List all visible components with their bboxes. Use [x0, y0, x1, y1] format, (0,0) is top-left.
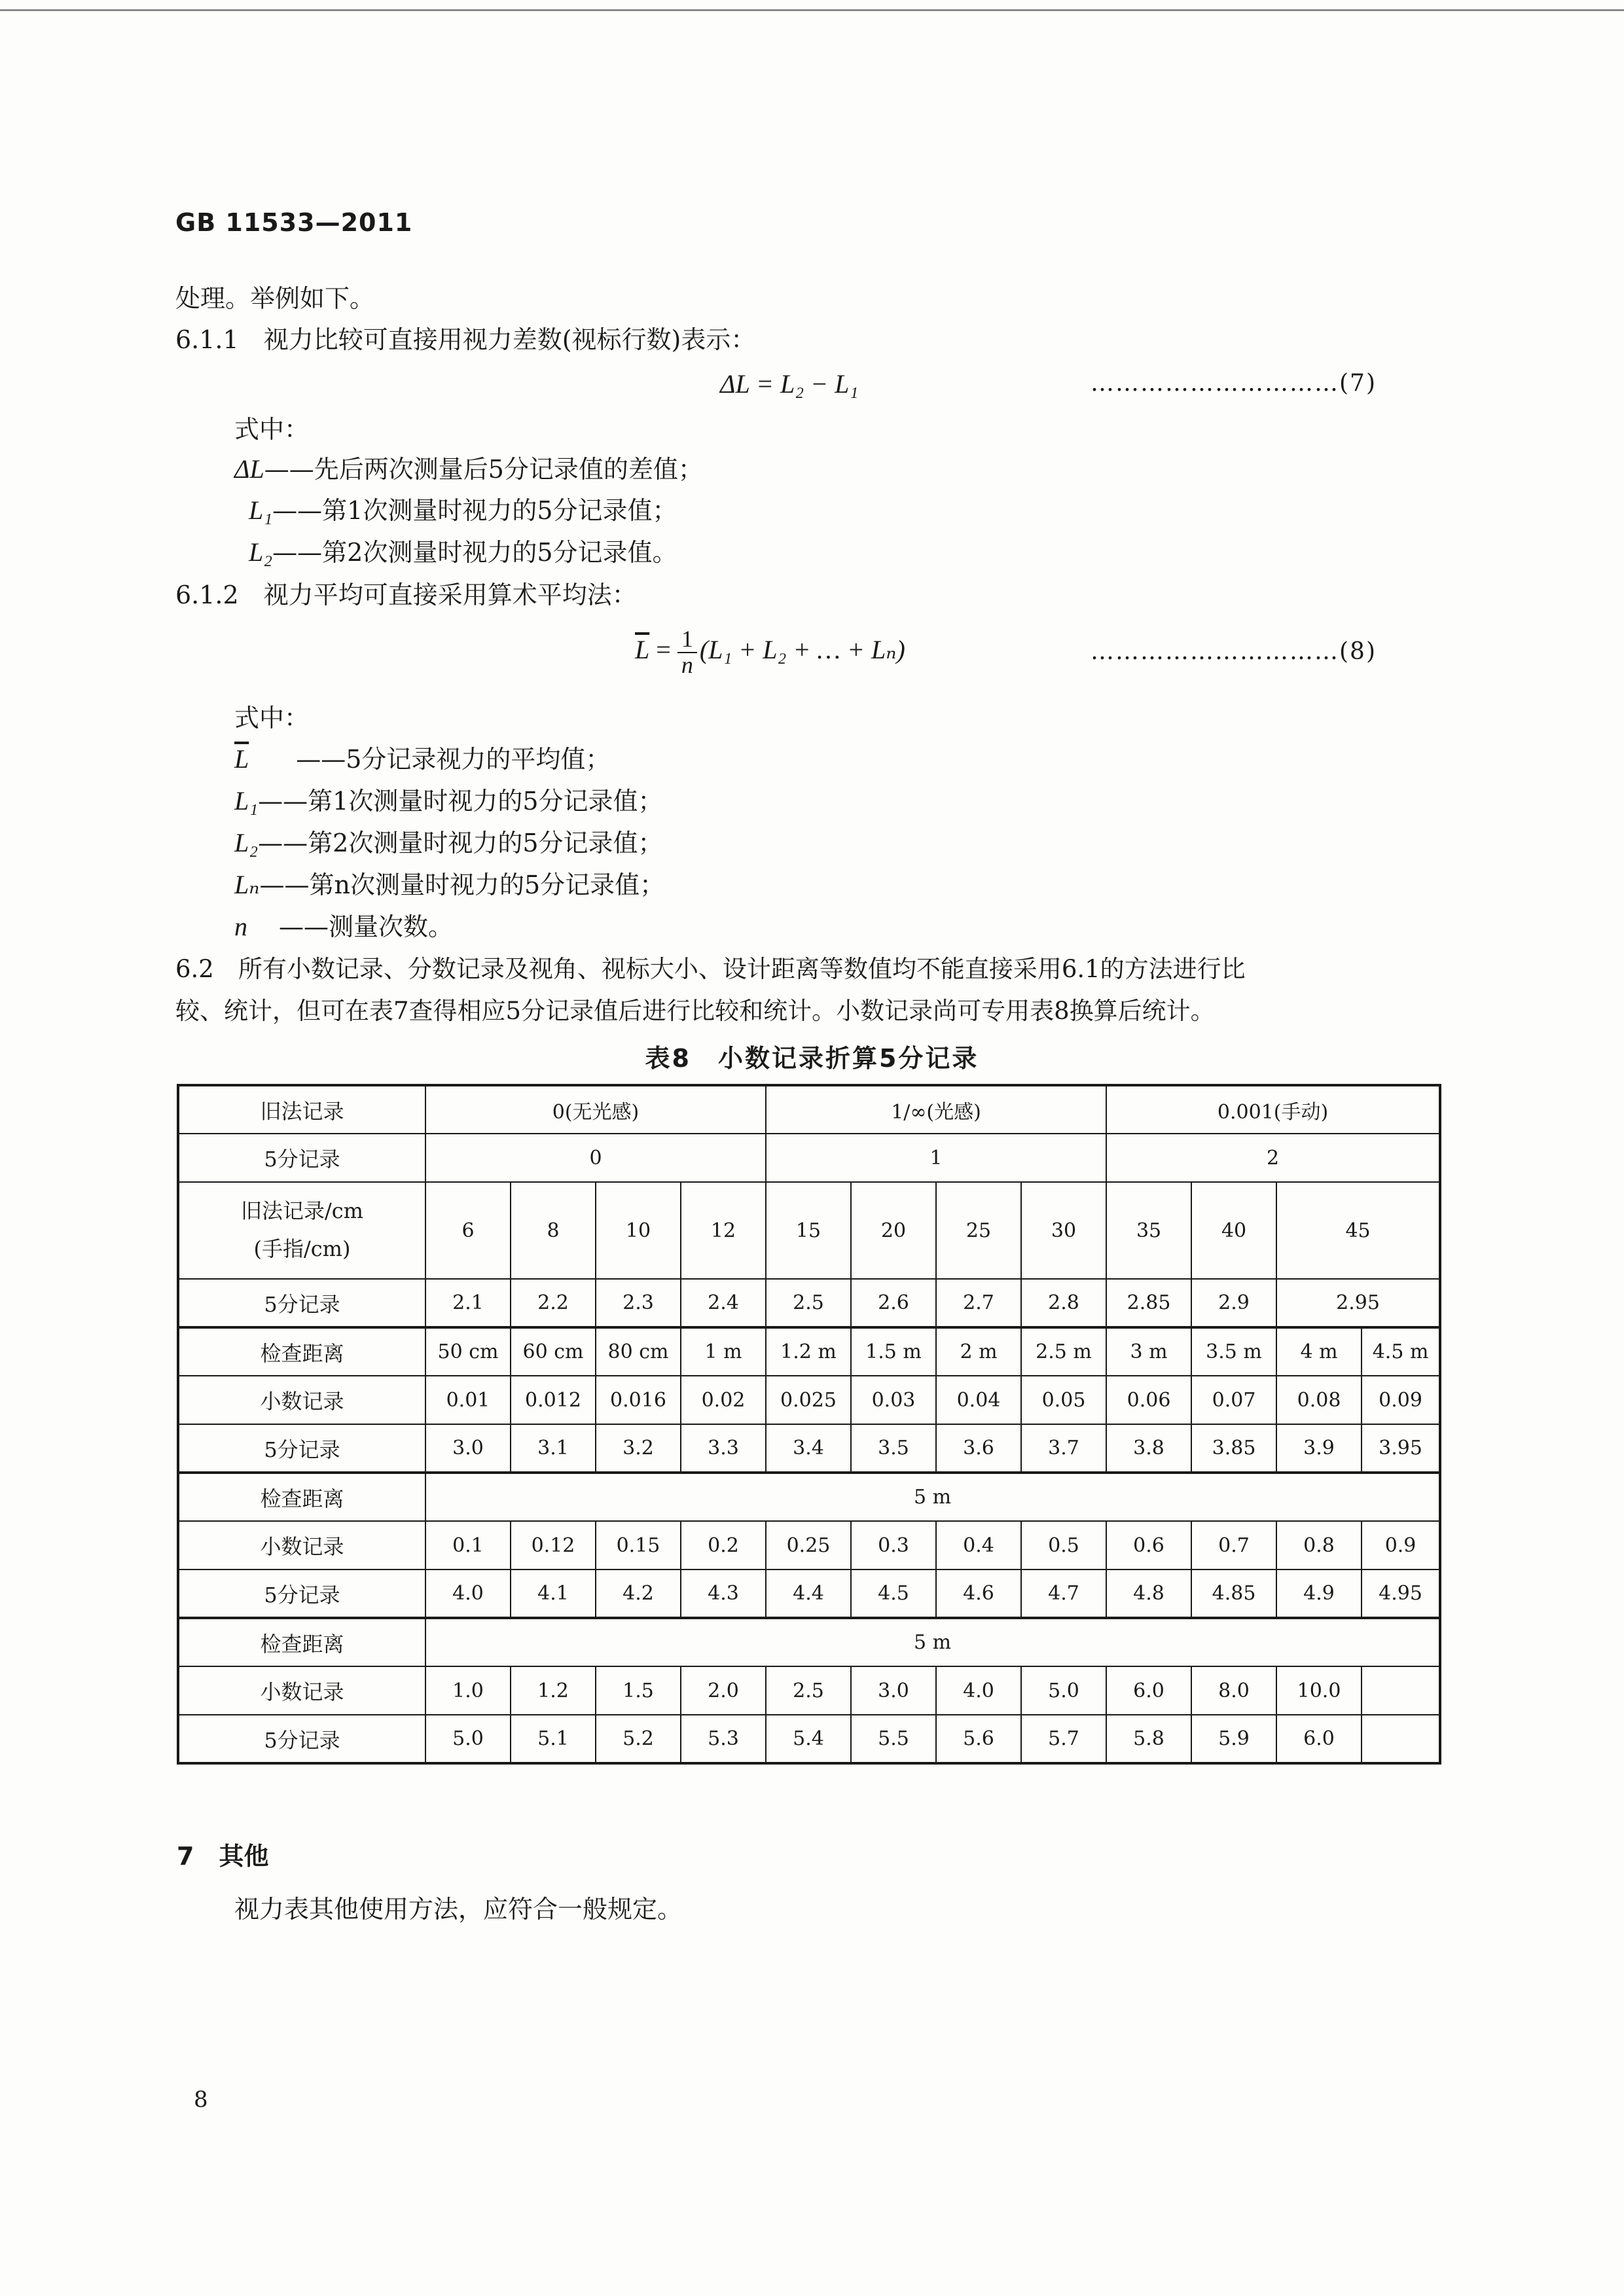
table-cell: 0(无光感) [425, 1085, 766, 1134]
table-cell: 4.6 [936, 1570, 1021, 1618]
row-label: 检查距离 [178, 1473, 425, 1521]
table-row [178, 1473, 1440, 1521]
table-cell: 2.5 [766, 1666, 851, 1715]
table-row [178, 1327, 1440, 1376]
row-label: 5分记录 [178, 1279, 425, 1327]
table-cell: 4.85 [1191, 1570, 1276, 1618]
section-7-text: 视力表其他使用方法，应符合一般规定。 [234, 1895, 683, 1924]
definition-text: ——第2次测量时视力的5分记录值； [258, 829, 663, 857]
table-cell: 2.5 [766, 1279, 851, 1327]
table-cell: 5 m [425, 1618, 1440, 1666]
row-label: 5分记录 [178, 1570, 425, 1618]
table-cell: 0.7 [1191, 1521, 1276, 1570]
table-cell: 0.025 [766, 1376, 851, 1424]
table-cell: 80 cm [596, 1327, 681, 1376]
table-cell: 45 [1276, 1182, 1440, 1279]
table-cell: 4.2 [596, 1570, 681, 1618]
table-cell: 5.2 [596, 1715, 681, 1763]
table-cell: 2.1 [425, 1279, 511, 1327]
table-cell: 3.4 [766, 1424, 851, 1473]
table-cell: 3.7 [1021, 1424, 1106, 1473]
table-cell: 0.12 [511, 1521, 596, 1570]
table-cell: 6.0 [1276, 1715, 1362, 1763]
definition-symbol: n [234, 912, 247, 941]
definition-l2-b [234, 830, 663, 856]
definition-l2 [249, 539, 677, 565]
table-cell: 0.01 [425, 1376, 511, 1424]
table-cell: 4.5 m [1362, 1327, 1440, 1376]
table-cell: 2.95 [1276, 1279, 1440, 1327]
table-cell: 2 [1106, 1134, 1440, 1182]
row-label: 5分记录 [178, 1134, 425, 1182]
row-label: 小数记录 [178, 1521, 425, 1570]
row-label: 检查距离 [178, 1618, 425, 1666]
table-cell: 0.08 [1276, 1376, 1362, 1424]
table-cell: 5.6 [936, 1715, 1021, 1763]
definition-l-bar [234, 746, 610, 772]
table-cell [1362, 1715, 1440, 1763]
table-cell: 0 [425, 1134, 766, 1182]
definition-symbol: L₁ [234, 786, 259, 816]
table-cell: 0.8 [1276, 1521, 1362, 1570]
page-number: 8 [194, 2087, 208, 2113]
table-cell: 0.001(手动) [1106, 1085, 1440, 1134]
table-cell: 0.2 [681, 1521, 766, 1570]
table-cell: 5.8 [1106, 1715, 1191, 1763]
table-cell: 2 m [936, 1327, 1021, 1376]
section-6-1-2: 6.1.2 视力平均可直接采用算术平均法： [175, 581, 637, 609]
where-label-2: 式中： [234, 704, 310, 732]
table-row [178, 1182, 1440, 1279]
table-caption: 表8 小数记录折算5分记录 [645, 1044, 979, 1073]
table-cell: 4.0 [936, 1666, 1021, 1715]
table-cell: 15 [766, 1182, 851, 1279]
table-cell: 0.9 [1362, 1521, 1440, 1570]
table-cell: 20 [851, 1182, 936, 1279]
table-row [178, 1521, 1440, 1570]
definition-text: ——先后两次测量后5分记录值的差值； [264, 455, 703, 484]
table-cell: 3 m [1106, 1327, 1191, 1376]
table-row [178, 1134, 1440, 1182]
table-cell: 6.0 [1106, 1666, 1191, 1715]
table-cell: 0.15 [596, 1521, 681, 1570]
table-cell: 1.2 m [766, 1327, 851, 1376]
table-cell: 3.5 m [1191, 1327, 1276, 1376]
row-label: 小数记录 [178, 1376, 425, 1424]
table-cell: 25 [936, 1182, 1021, 1279]
definition-symbol: L₂ [249, 537, 273, 567]
table-cell: 2.4 [681, 1279, 766, 1327]
table-cell: 0.3 [851, 1521, 936, 1570]
section-6-2-line-2: 较、统计，但可在表7查得相应5分记录值后进行比较和统计。小数记录尚可专用表8换算后统计。 [175, 997, 1215, 1025]
equation-8 [635, 627, 905, 678]
table-cell: 0.25 [766, 1521, 851, 1570]
equation-8-lhs: $\overline{L}$ [635, 634, 650, 664]
table-cell: 0.1 [425, 1521, 511, 1570]
fraction-denominator: n [681, 651, 693, 678]
table-cell: 3.5 [851, 1424, 936, 1473]
table-cell: 40 [1191, 1182, 1276, 1279]
table-cell: 1.5 [596, 1666, 681, 1715]
definition-delta-l [234, 456, 703, 482]
row-label: 5分记录 [178, 1715, 425, 1763]
table-cell: 30 [1021, 1182, 1106, 1279]
table-cell: 4.5 [851, 1570, 936, 1618]
table-cell: 4.3 [681, 1570, 766, 1618]
row-label-line: (手指/cm) [253, 1236, 351, 1261]
equation-7: ΔL = L₂ − L₁ [720, 369, 859, 399]
row-label: 旧法记录 [178, 1085, 425, 1134]
table-cell: 3.2 [596, 1424, 681, 1473]
table-cell: 0.016 [596, 1376, 681, 1424]
row-label-line: 旧法记录/cm [240, 1198, 364, 1224]
table-cell: 2.9 [1191, 1279, 1276, 1327]
table-cell: 3.8 [1106, 1424, 1191, 1473]
equation-8-equals: = [649, 634, 677, 664]
table-cell: 4.8 [1106, 1570, 1191, 1618]
equation-7-number: …………………………(7) [1091, 370, 1377, 397]
definition-n [234, 914, 453, 940]
table-cell: 0.012 [511, 1376, 596, 1424]
table-cell: 5.0 [1021, 1666, 1106, 1715]
table-cell: 4 m [1276, 1327, 1362, 1376]
equation-8-fraction [677, 627, 697, 678]
table-cell [1362, 1666, 1440, 1715]
table-cell: 60 cm [511, 1327, 596, 1376]
definition-text: ——第2次测量时视力的5分记录值。 [272, 538, 677, 567]
table-cell: 2.5 m [1021, 1327, 1106, 1376]
table-cell: 1.2 [511, 1666, 596, 1715]
definition-text: ——第1次测量时视力的5分记录值； [258, 787, 663, 816]
table-cell: 5.9 [1191, 1715, 1276, 1763]
table-cell: 35 [1106, 1182, 1191, 1279]
table-cell: 2.3 [596, 1279, 681, 1327]
paragraph-continuation: 处理。举例如下。 [175, 284, 375, 313]
table-cell: 6 [425, 1182, 511, 1279]
table-row [178, 1618, 1440, 1666]
fraction-numerator: 1 [677, 627, 697, 653]
table-cell: 2.7 [936, 1279, 1021, 1327]
table-cell: 4.1 [511, 1570, 596, 1618]
standard-number: GB 11533—2011 [175, 208, 413, 237]
table-cell: 0.02 [681, 1376, 766, 1424]
table-row [178, 1424, 1440, 1473]
table-cell: 3.0 [425, 1424, 511, 1473]
table-cell: 0.06 [1106, 1376, 1191, 1424]
table-cell: 3.0 [851, 1666, 936, 1715]
table-cell: 1 m [681, 1327, 766, 1376]
table-row [178, 1570, 1440, 1618]
row-label: 检查距离 [178, 1327, 425, 1376]
table-cell: 8.0 [1191, 1666, 1276, 1715]
definition-symbol: $\overline{L}$ [234, 744, 249, 774]
table-cell: 2.2 [511, 1279, 596, 1327]
table-cell: 10.0 [1276, 1666, 1362, 1715]
equation-8-number: …………………………(8) [1091, 638, 1377, 665]
definition-text: ——测量次数。 [279, 912, 454, 941]
table-cell: 4.7 [1021, 1570, 1106, 1618]
table-cell: 3.1 [511, 1424, 596, 1473]
table-cell: 0.4 [936, 1521, 1021, 1570]
table-cell: 8 [511, 1182, 596, 1279]
definition-l1 [249, 497, 677, 524]
table-cell: 3.6 [936, 1424, 1021, 1473]
table-cell: 0.04 [936, 1376, 1021, 1424]
definition-ln [234, 872, 664, 898]
table-cell: 4.4 [766, 1570, 851, 1618]
table-row [178, 1666, 1440, 1715]
row-label [178, 1182, 425, 1279]
where-label-1: 式中： [234, 415, 310, 444]
table-cell: 0.05 [1021, 1376, 1106, 1424]
table-cell: 1.0 [425, 1666, 511, 1715]
table-cell: 3.85 [1191, 1424, 1276, 1473]
table-cell: 4.95 [1362, 1570, 1440, 1618]
table-cell: 5.1 [511, 1715, 596, 1763]
table-cell: 2.8 [1021, 1279, 1106, 1327]
table-cell: 1 [766, 1134, 1106, 1182]
table-cell: 50 cm [425, 1327, 511, 1376]
table-cell: 2.85 [1106, 1279, 1191, 1327]
definition-symbol: Lₙ [234, 870, 260, 899]
table-row [178, 1376, 1440, 1424]
table-cell: 0.5 [1021, 1521, 1106, 1570]
table-cell: 5 m [425, 1473, 1440, 1521]
definition-text: ——第n次测量时视力的5分记录值； [259, 870, 665, 899]
table-row [178, 1715, 1440, 1763]
table-cell: 5.3 [681, 1715, 766, 1763]
table-cell: 3.3 [681, 1424, 766, 1473]
definition-symbol: L₂ [234, 828, 259, 857]
definition-symbol: L₁ [249, 495, 273, 525]
definition-text: ——第1次测量时视力的5分记录值； [272, 496, 677, 525]
table-row [178, 1085, 1440, 1134]
table-cell: 0.03 [851, 1376, 936, 1424]
section-6-1-1: 6.1.1 视力比较可直接用视力差数(视标行数)表示： [175, 325, 756, 354]
table-cell: 0.6 [1106, 1521, 1191, 1570]
table-cell: 3.95 [1362, 1424, 1440, 1473]
table-cell: 0.09 [1362, 1376, 1440, 1424]
table-cell: 1/∞(光感) [766, 1085, 1106, 1134]
top-rule [0, 9, 1624, 11]
table-cell: 3.9 [1276, 1424, 1362, 1473]
definition-text: ——5分记录视力的平均值； [296, 745, 611, 774]
row-label: 小数记录 [178, 1666, 425, 1715]
table-cell: 2.0 [681, 1666, 766, 1715]
table-cell: 5.4 [766, 1715, 851, 1763]
section-7-heading: 7 其他 [177, 1842, 269, 1871]
table-cell: 2.6 [851, 1279, 936, 1327]
conversion-table [177, 1084, 1441, 1765]
table-cell: 4.9 [1276, 1570, 1362, 1618]
table-cell: 1.5 m [851, 1327, 936, 1376]
table-row [178, 1279, 1440, 1327]
table-cell: 10 [596, 1182, 681, 1279]
table-cell: 0.07 [1191, 1376, 1276, 1424]
table-cell: 5.7 [1021, 1715, 1106, 1763]
definition-symbol: ΔL [234, 454, 264, 484]
table-cell: 4.0 [425, 1570, 511, 1618]
table-cell: 5.0 [425, 1715, 511, 1763]
section-6-2-line-1: 6.2 所有小数记录、分数记录及视角、视标大小、设计距离等数值均不能直接采用6.1的方法进行比 [175, 955, 1246, 983]
table-cell: 5.5 [851, 1715, 936, 1763]
equation-8-rhs: (L₁ + L₂ + … + Lₙ) [699, 634, 905, 664]
definition-l1-b [234, 788, 663, 814]
table-cell: 12 [681, 1182, 766, 1279]
row-label: 5分记录 [178, 1424, 425, 1473]
